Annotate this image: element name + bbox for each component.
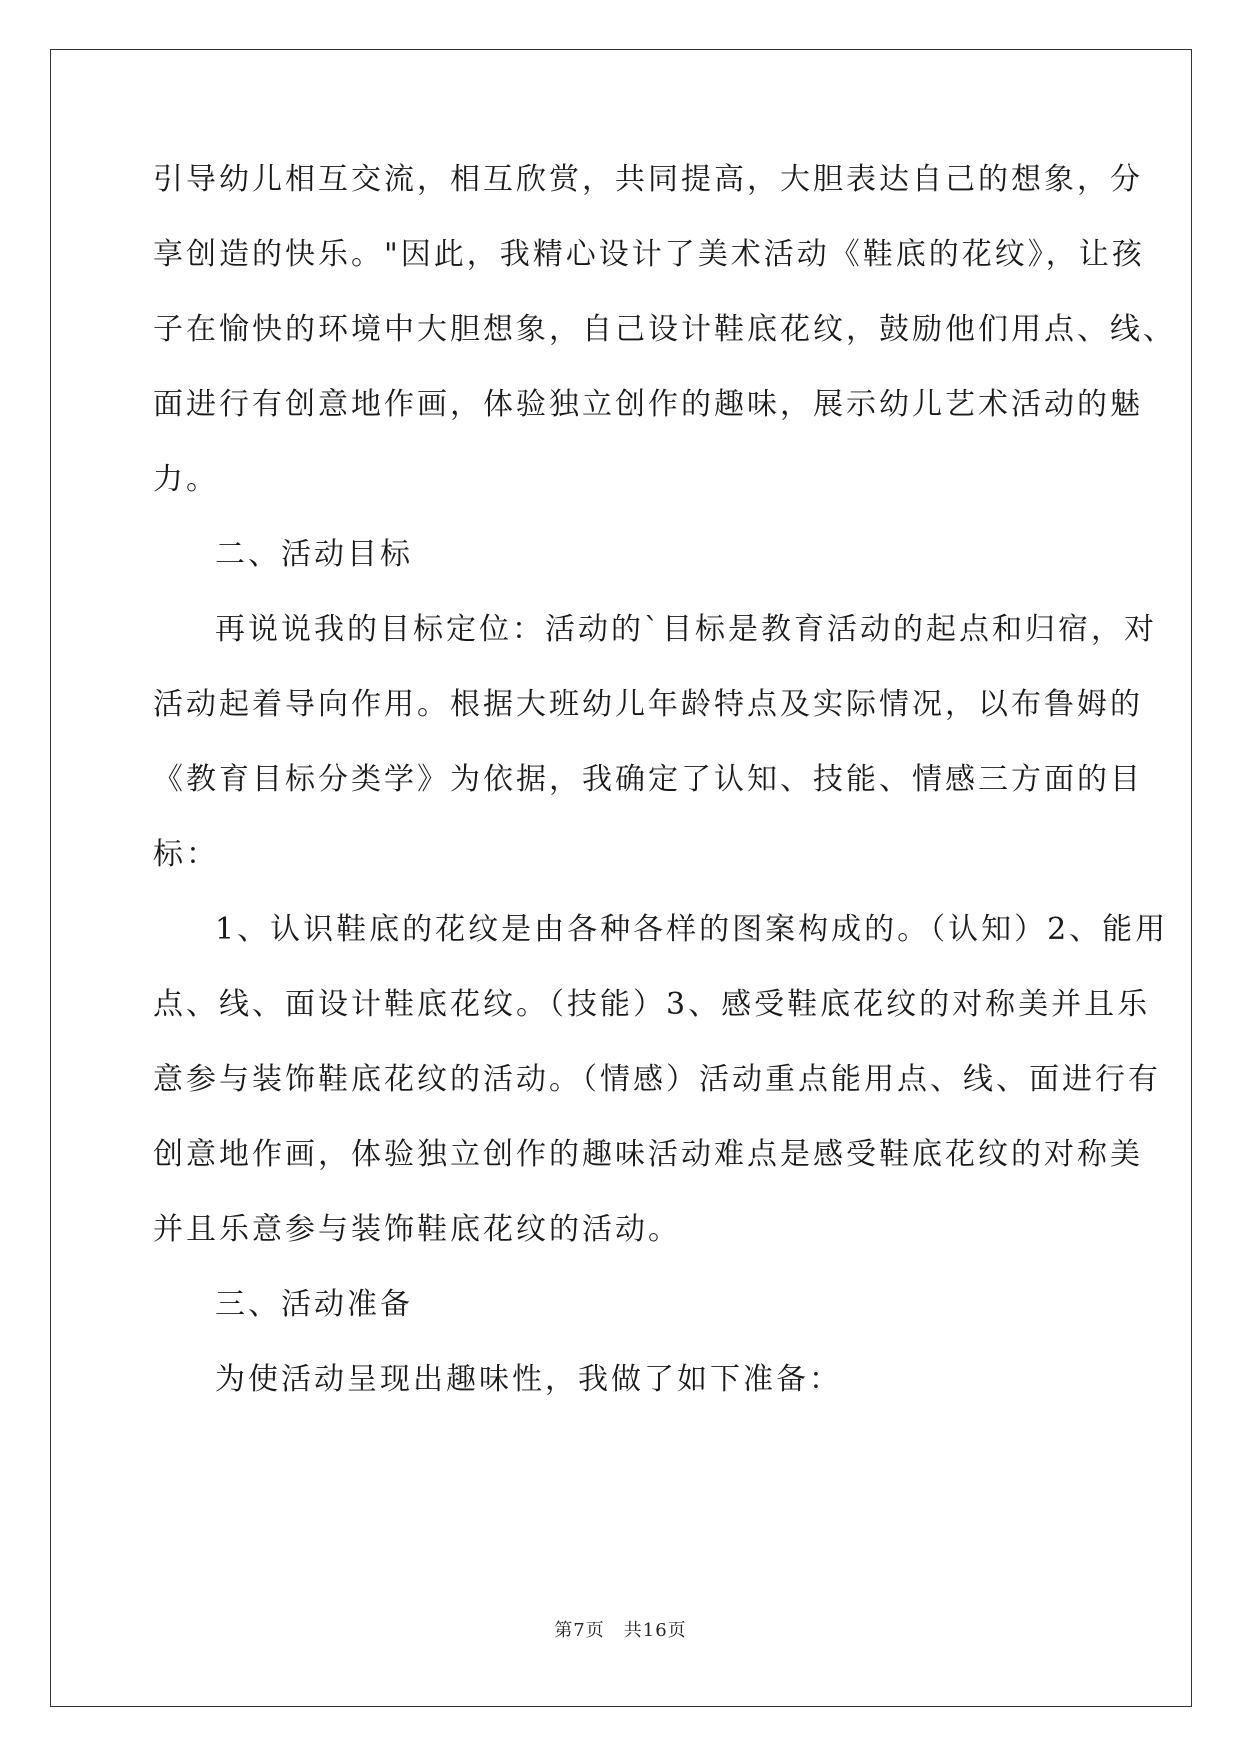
paragraph-line: 力。 <box>153 462 219 497</box>
paragraph-line: 享创造的快乐。"因此，我精心设计了美术活动《鞋底的花纹》，让孩 <box>153 237 1145 272</box>
paragraph-line: 标： <box>153 837 219 872</box>
page-number: 第7页 共16页 <box>554 1620 687 1641</box>
paragraph-line: 子在愉快的环境中大胆想象，自己设计鞋底花纹，鼓励他们用点、线、 <box>153 312 1176 347</box>
paragraph-line: 面进行有创意地作画，体验独立创作的趣味，展示幼儿艺术活动的魅 <box>153 387 1143 422</box>
section-heading: 三、活动准备 <box>215 1287 413 1322</box>
paragraph-line: 再说说我的目标定位：活动的`目标是教育活动的起点和归宿，对 <box>215 612 1157 647</box>
paragraph-line: 创意地作画，体验独立创作的趣味活动难点是感受鞋底花纹的对称美 <box>153 1137 1143 1172</box>
paragraph-line: 为使活动呈现出趣味性，我做了如下准备： <box>215 1362 842 1397</box>
paragraph-line: 并且乐意参与装饰鞋底花纹的活动。 <box>153 1212 681 1247</box>
paragraph-line: 点、线、面设计鞋底花纹。（技能）3、感受鞋底花纹的对称美并且乐 <box>153 987 1151 1022</box>
paragraph-line: 引导幼儿相互交流，相互欣赏，共同提高，大胆表达自己的想象，分 <box>153 162 1143 197</box>
paragraph-line: 意参与装饰鞋底花纹的活动。（情感）活动重点能用点、线、面进行有 <box>153 1062 1161 1097</box>
section-heading: 二、活动目标 <box>215 537 413 572</box>
paragraph-line: 1、认识鞋底的花纹是由各种各样的图案构成的。（认知）2、能用 <box>215 912 1169 947</box>
paragraph-line: 《教育目标分类学》为依据，我确定了认知、技能、情感三方面的目 <box>153 762 1143 797</box>
paragraph-line: 活动起着导向作用。根据大班幼儿年龄特点及实际情况，以布鲁姆的 <box>153 687 1143 722</box>
page-border <box>50 49 1192 1707</box>
